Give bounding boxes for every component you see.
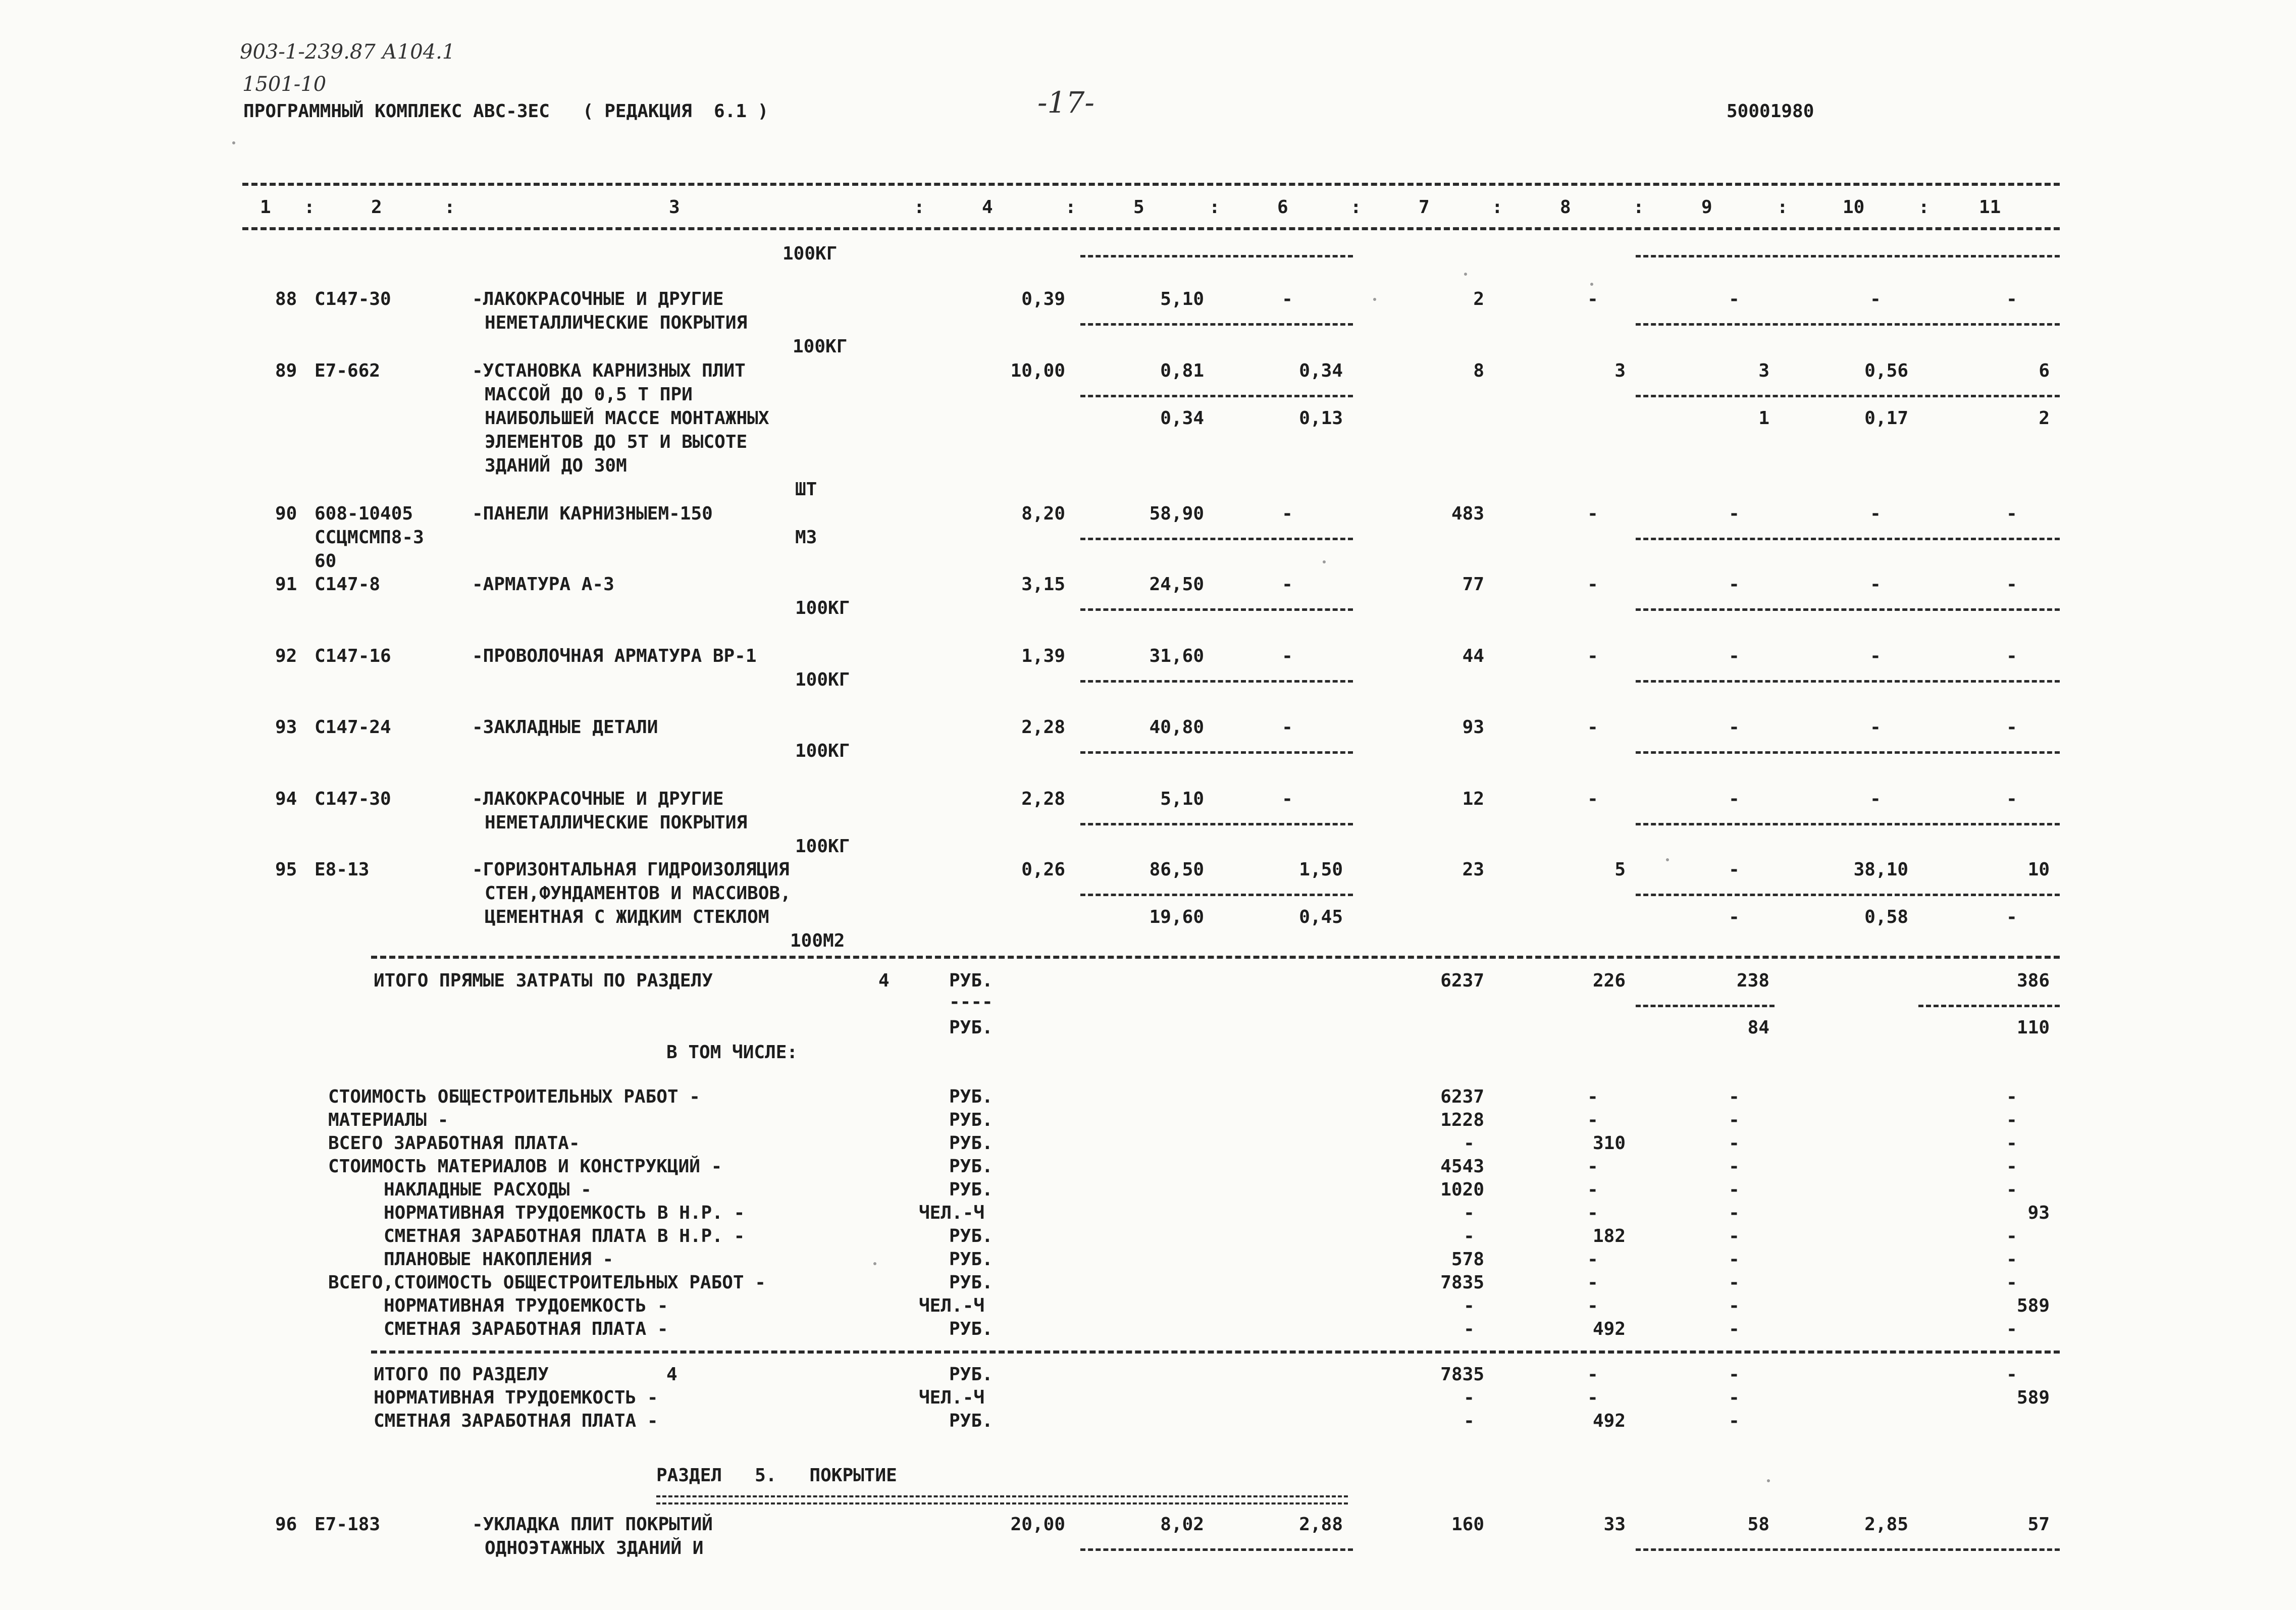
cell-col10: - [1870,717,1881,738]
cell-col7: 44 [1462,646,1484,666]
breakdown-col7: - [1464,1226,1475,1247]
work-description: -ЛАКОКРАСОЧНЫЕ И ДРУГИЕ [472,289,724,309]
total-unit-underline: ---- [949,992,993,1012]
breakdown-label: СМЕТНАЯ ЗАРАБОТНАЯ ПЛАТА - [384,1319,668,1339]
column-number: 10 [1843,197,1865,218]
cell-col7: 8 [1473,360,1484,381]
breakdown-unit: РУБ. [949,1272,993,1293]
cell-col4: 8,20 [1021,503,1065,524]
row-number: 95 [275,859,297,880]
work-description: НЕМЕТАЛЛИЧЕСКИЕ ПОКРЫТИЯ [485,313,748,333]
breakdown-col7: - [1464,1319,1475,1339]
cell-col9: 3 [1758,360,1769,381]
cell-col11-wage: 2 [2039,408,2050,429]
cell-col6: - [1282,574,1293,595]
breakdown-col11: - [2006,1226,2017,1247]
cell-rule [1080,395,1353,397]
total-unit-wage: РУБ. [949,1017,993,1038]
section-total-col7: - [1464,1387,1475,1408]
cell-col11: - [2006,789,2017,809]
cell-rule [1080,680,1353,683]
cell-col9: - [1729,859,1740,880]
breakdown-col11: 589 [2016,1295,2050,1316]
cell-col10: - [1870,503,1881,524]
rate-code: 60 [315,551,337,572]
cell-col4: 0,39 [1021,289,1065,309]
breakdown-unit: РУБ. [949,1179,993,1200]
cell-col8: - [1587,717,1598,738]
row-unit: 100КГ [795,669,850,690]
breakdown-unit: РУБ. [949,1086,993,1107]
cell-rule [1080,538,1353,540]
scan-speck [1590,283,1593,286]
section-total-unit: ЧЕЛ.-Ч [919,1387,985,1408]
scan-speck [873,1262,876,1265]
cell-col4: 20,00 [1010,1514,1065,1535]
cell-col5: 5,10 [1160,789,1204,809]
breakdown-col8: - [1587,1203,1598,1223]
cell-col7: 160 [1451,1514,1484,1535]
breakdown-col11: - [2006,1272,2017,1293]
rate-code: С147-8 [315,574,381,595]
cell-col11: 6 [2039,360,2050,381]
cell-col5-wage: 0,34 [1160,408,1204,429]
cell-col9: - [1729,574,1740,595]
breakdown-label: НОРМАТИВНАЯ ТРУДОЕМКОСТЬ - [384,1295,668,1316]
breakdown-col8: - [1587,1086,1598,1107]
cell-rule [1080,894,1353,896]
scan-speck [1464,273,1467,276]
cell-col10: 0,56 [1864,360,1908,381]
scan-speck [1323,560,1326,563]
breakdown-col9: - [1729,1295,1740,1316]
cell-col6: 0,34 [1299,360,1343,381]
breakdown-col7: 1228 [1440,1110,1484,1130]
cell-col4: 0,26 [1021,859,1065,880]
cell-rule [1080,1548,1353,1551]
column-separator: : [1918,197,1929,218]
row-number: 90 [275,503,297,524]
section-total-number: 4 [666,1364,677,1385]
cell-col9: - [1729,503,1740,524]
cell-rule [1636,395,2060,397]
cell-col10-wage: 0,17 [1864,408,1908,429]
cell-col5: 5,10 [1160,289,1204,309]
section-total-label: ИТОГО ПО РАЗДЕЛУ [374,1364,549,1385]
cell-rule [1636,823,2060,825]
work-description: -ГОРИЗОНТАЛЬНАЯ ГИДРОИЗОЛЯЦИЯ [472,859,790,880]
breakdown-col8: 182 [1592,1226,1626,1247]
breakdown-label: ВСЕГО,СТОИМОСТЬ ОБЩЕСТРОИТЕЛЬНЫХ РАБОТ - [328,1272,766,1293]
cell-col11: - [2006,717,2017,738]
breakdown-col11: - [2006,1133,2017,1154]
breakdown-col7: 7835 [1440,1272,1484,1293]
work-description: ЦЕМЕНТНАЯ С ЖИДКИМ СТЕКЛОМ [485,907,769,927]
work-description: -ПРОВОЛОЧНАЯ АРМАТУРА ВР-1 [472,646,757,666]
cell-rule [1080,823,1353,825]
total-col9: 238 [1736,970,1769,991]
breakdown-col7: - [1464,1295,1475,1316]
cell-col6: - [1282,289,1293,309]
breakdown-col11: 93 [2027,1203,2050,1223]
column-number: 1 [260,197,271,218]
cell-rule [1636,751,2060,754]
cell-col5: 24,50 [1149,574,1204,595]
header-top-rule [242,183,2060,186]
cell-col9-wage: - [1729,907,1740,927]
row-unit: 100КГ [793,336,848,357]
cell-col10: - [1870,289,1881,309]
cell-col11: - [2006,289,2017,309]
scan-speck [1767,1479,1770,1482]
cell-col11: - [2006,503,2017,524]
breakdown-col11: - [2006,1110,2017,1130]
breakdown-col7: 578 [1451,1249,1484,1270]
cell-col6-wage: 0,13 [1299,408,1343,429]
cell-col8: - [1587,289,1598,309]
work-description: ОДНОЭТАЖНЫХ ЗДАНИЙ И [485,1538,704,1559]
breakdown-col11: - [2006,1249,2017,1270]
cell-col5: 40,80 [1149,717,1204,738]
column-number: 9 [1701,197,1712,218]
cell-col5-wage: 19,60 [1149,907,1204,927]
breakdown-col11: - [2006,1179,2017,1200]
next-section-underline [656,1495,1348,1504]
cell-col5: 86,50 [1149,859,1204,880]
work-description: -ПАНЕЛИ КАРНИЗНЫЕМ-150 [472,503,713,524]
cell-col6: - [1282,646,1293,666]
breakdown-col8: - [1587,1156,1598,1177]
row-number: 94 [275,789,297,809]
cell-col4: 3,15 [1021,574,1065,595]
breakdown-col8: - [1587,1295,1598,1316]
total-label: ИТОГО ПРЯМЫЕ ЗАТРАТЫ ПО РАЗДЕЛУ [374,970,713,991]
cell-col11: 10 [2027,859,2050,880]
cell-col6: 1,50 [1299,859,1343,880]
scan-speck [1373,298,1376,301]
cell-col4: 2,28 [1021,789,1065,809]
breakdown-col9: - [1729,1156,1740,1177]
breakdown-col9: - [1729,1086,1740,1107]
rate-code: Е7-183 [315,1514,381,1535]
breakdown-col8: 492 [1592,1319,1626,1339]
cell-col9: 58 [1747,1514,1769,1535]
breakdown-col7: 6237 [1440,1086,1484,1107]
row-unit: М3 [795,527,817,548]
breakdown-unit: ЧЕЛ.-Ч [919,1295,985,1316]
rate-code: ССЦМСМП8-3 [315,527,424,548]
section-total-col9: - [1729,1387,1740,1408]
breakdown-unit: РУБ. [949,1226,993,1247]
cell-col6: - [1282,789,1293,809]
breakdown-label: ПЛАНОВЫЕ НАКОПЛЕНИЯ - [384,1249,614,1270]
section-total-col8: - [1587,1387,1598,1408]
cell-rule [1636,894,2060,896]
cell-col10: - [1870,789,1881,809]
cell-col10: 2,85 [1864,1514,1908,1535]
section-total-col11: 589 [2016,1387,2050,1408]
breakdown-label: МАТЕРИАЛЫ - [328,1110,449,1130]
row-unit: 100КГ [795,598,850,618]
row-unit: 100КГ [795,741,850,761]
cell-col10-wage: 0,58 [1864,907,1908,927]
breakdown-unit: ЧЕЛ.-Ч [919,1203,985,1223]
breakdown-col9: - [1729,1272,1740,1293]
row-number: 91 [275,574,297,595]
row-number: 93 [275,717,297,738]
cell-col4: 1,39 [1021,646,1065,666]
breakdown-col7: 4543 [1440,1156,1484,1177]
cell-col8: 3 [1614,360,1626,381]
section-total-col11: - [2006,1364,2017,1385]
section-total-col8: - [1587,1364,1598,1385]
cell-col7: 77 [1462,574,1484,595]
rate-code: 608-10405 [315,503,413,524]
cell-rule [1080,255,1353,257]
section-total-col9: - [1729,1411,1740,1431]
cell-col8: 33 [1603,1514,1626,1535]
header-bottom-rule [242,227,2060,230]
cell-col6: - [1282,717,1293,738]
cell-col8: - [1587,574,1598,595]
column-number: 6 [1277,197,1288,218]
section-total-col7: 7835 [1440,1364,1484,1385]
rate-code: С147-30 [315,789,391,809]
cell-col6-wage: 0,45 [1299,907,1343,927]
cell-col5: 8,02 [1160,1514,1204,1535]
program-title: ПРОГРАММНЫЙ КОМПЛЕКС АВС-3ЕС ( РЕДАКЦИЯ 6.1 ) [243,101,769,122]
breakdown-col7: - [1464,1203,1475,1223]
cell-col11: - [2006,574,2017,595]
cell-col7: 23 [1462,859,1484,880]
cell-col5: 31,60 [1149,646,1204,666]
breakdown-label: СТОИМОСТЬ МАТЕРИАЛОВ И КОНСТРУКЦИЙ - [328,1156,722,1177]
column-number: 5 [1133,197,1144,218]
column-number: 4 [982,197,993,218]
breakdown-col9: - [1729,1226,1740,1247]
section-total-unit: РУБ. [949,1411,993,1431]
next-section-title: РАЗДЕЛ 5. ПОКРЫТИЕ [656,1465,897,1486]
column-separator: : [1492,197,1503,218]
handwritten-reference-1: 903-1-239.87 А104.1 [240,40,455,64]
cell-rule [1636,323,2060,326]
total-section-number: 4 [878,970,890,991]
cell-col8: - [1587,789,1598,809]
total-unit: РУБ. [949,970,993,991]
column-separator: : [1350,197,1362,218]
cell-col7: 93 [1462,717,1484,738]
column-number: 3 [669,197,680,218]
breakdown-label: СМЕТНАЯ ЗАРАБОТНАЯ ПЛАТА В Н.Р. - [384,1226,745,1247]
cell-col11: 57 [2027,1514,2050,1535]
work-description: ЗДАНИЙ ДО 30М [485,455,627,476]
cell-col4: 10,00 [1010,360,1065,381]
cell-col10: 38,10 [1853,859,1908,880]
column-number: 2 [371,197,382,218]
cell-col8: - [1587,646,1598,666]
section-total-label: НОРМАТИВНАЯ ТРУДОЕМКОСТЬ - [374,1387,658,1408]
cell-col9: - [1729,789,1740,809]
scan-speck [1666,858,1669,861]
column-number: 11 [1979,197,2001,218]
cell-rule [1636,608,2060,611]
total-col11-wage: 110 [2016,1017,2050,1038]
cell-col11-wage: - [2006,907,2017,927]
column-number: 7 [1419,197,1430,218]
work-description: МАССОЙ ДО 0,5 Т ПРИ [485,384,693,405]
column-separator: : [1209,197,1220,218]
total-col7: 6237 [1440,970,1484,991]
total-col9-wage: 84 [1747,1017,1769,1038]
breakdown-col9: - [1729,1203,1740,1223]
section-total-unit: РУБ. [949,1364,993,1385]
row-unit: 100КГ [782,243,838,264]
section-total-col8: 492 [1592,1411,1626,1431]
cell-rule [1636,1005,1775,1007]
cell-rule [1918,1005,2060,1007]
including-heading: В ТОМ ЧИСЛЕ: [666,1042,798,1063]
cell-col10: - [1870,646,1881,666]
work-description: НЕМЕТАЛЛИЧЕСКИЕ ПОКРЫТИЯ [485,812,748,833]
section-total-label: СМЕТНАЯ ЗАРАБОТНАЯ ПЛАТА - [374,1411,658,1431]
work-description: -ЛАКОКРАСОЧНЫЕ И ДРУГИЕ [472,789,724,809]
breakdown-label: ВСЕГО ЗАРАБОТНАЯ ПЛАТА- [328,1133,580,1154]
work-description: СТЕН,ФУНДАМЕНТОВ И МАССИВОВ, [485,883,791,904]
breakdown-label: НОРМАТИВНАЯ ТРУДОЕМКОСТЬ В Н.Р. - [384,1203,745,1223]
breakdown-label: НАКЛАДНЫЕ РАСХОДЫ - [384,1179,592,1200]
cell-col7: 2 [1473,289,1484,309]
breakdown-col8: - [1587,1110,1598,1130]
total-col8: 226 [1592,970,1626,991]
breakdown-unit: РУБ. [949,1133,993,1154]
document-code: 50001980 [1727,101,1814,122]
row-number: 89 [275,360,297,381]
cell-col10: - [1870,574,1881,595]
cell-col4: 2,28 [1021,717,1065,738]
breakdown-col11: - [2006,1319,2017,1339]
cell-col8: - [1587,503,1598,524]
cell-col6: 2,88 [1299,1514,1343,1535]
cell-rule [1636,538,2060,540]
breakdown-col8: - [1587,1179,1598,1200]
breakdown-col9: - [1729,1133,1740,1154]
breakdown-col7: 1020 [1440,1179,1484,1200]
breakdown-col11: - [2006,1086,2017,1107]
breakdown-col9: - [1729,1319,1740,1339]
rate-code: Е7-662 [315,360,381,381]
breakdown-col8: - [1587,1272,1598,1293]
row-unit: ШТ [795,479,817,500]
work-description: НАИБОЛЬШЕЙ МАССЕ МОНТАЖНЫХ [485,408,769,429]
breakdown-unit: РУБ. [949,1319,993,1339]
breakdown-col8: 310 [1592,1133,1626,1154]
rate-code: С147-30 [315,289,391,309]
cell-col5: 58,90 [1149,503,1204,524]
cell-rule [1636,680,2060,683]
cell-col9: - [1729,289,1740,309]
cell-col7: 483 [1451,503,1484,524]
section-total-rule [371,1351,2060,1354]
cell-col11: - [2006,646,2017,666]
cell-rule [1080,323,1353,326]
breakdown-col9: - [1729,1249,1740,1270]
total-col11: 386 [2016,970,2050,991]
row-unit: 100КГ [795,836,850,857]
scan-speck [232,141,235,144]
rate-code: С147-16 [315,646,391,666]
cell-rule [1636,255,2060,257]
cell-col6: - [1282,503,1293,524]
breakdown-col8: - [1587,1249,1598,1270]
row-number: 88 [275,289,297,309]
breakdown-col7: - [1464,1133,1475,1154]
breakdown-col11: - [2006,1156,2017,1177]
column-separator: : [1633,197,1644,218]
section-total-col9: - [1729,1364,1740,1385]
work-description: -УСТАНОВКА КАРНИЗНЫХ ПЛИТ [472,360,746,381]
column-separator: : [304,197,315,218]
cell-col7: 12 [1462,789,1484,809]
column-number: 8 [1560,197,1571,218]
row-number: 92 [275,646,297,666]
work-description: -АРМАТУРА А-3 [472,574,614,595]
cell-col9: - [1729,717,1740,738]
breakdown-label: СТОИМОСТЬ ОБЩЕСТРОИТЕЛЬНЫХ РАБОТ - [328,1086,700,1107]
work-description: ЭЛЕМЕНТОВ ДО 5Т И ВЫСОТЕ [485,432,748,452]
cell-rule [1080,751,1353,754]
cell-col9-wage: 1 [1758,408,1769,429]
cell-rule [1636,1548,2060,1551]
section-rule [371,956,2060,959]
rate-code: Е8-13 [315,859,370,880]
column-separator: : [1065,197,1076,218]
handwritten-reference-2: 1501-10 [242,73,327,96]
cell-rule [1080,608,1353,611]
work-description: -ЗАКЛАДНЫЕ ДЕТАЛИ [472,717,658,738]
work-description: -УКЛАДКА ПЛИТ ПОКРЫТИЙ [472,1514,713,1535]
row-unit: 100М2 [790,930,845,951]
breakdown-col9: - [1729,1179,1740,1200]
cell-col9: - [1729,646,1740,666]
cell-col5: 0,81 [1160,360,1204,381]
row-number: 96 [275,1514,297,1535]
breakdown-col9: - [1729,1110,1740,1130]
cell-col8: 5 [1614,859,1626,880]
section-total-col7: - [1464,1411,1475,1431]
breakdown-unit: РУБ. [949,1249,993,1270]
breakdown-unit: РУБ. [949,1156,993,1177]
column-separator: : [444,197,455,218]
page-number: -17- [1037,85,1094,120]
rate-code: С147-24 [315,717,391,738]
column-separator: : [1777,197,1788,218]
breakdown-unit: РУБ. [949,1110,993,1130]
column-separator: : [914,197,925,218]
